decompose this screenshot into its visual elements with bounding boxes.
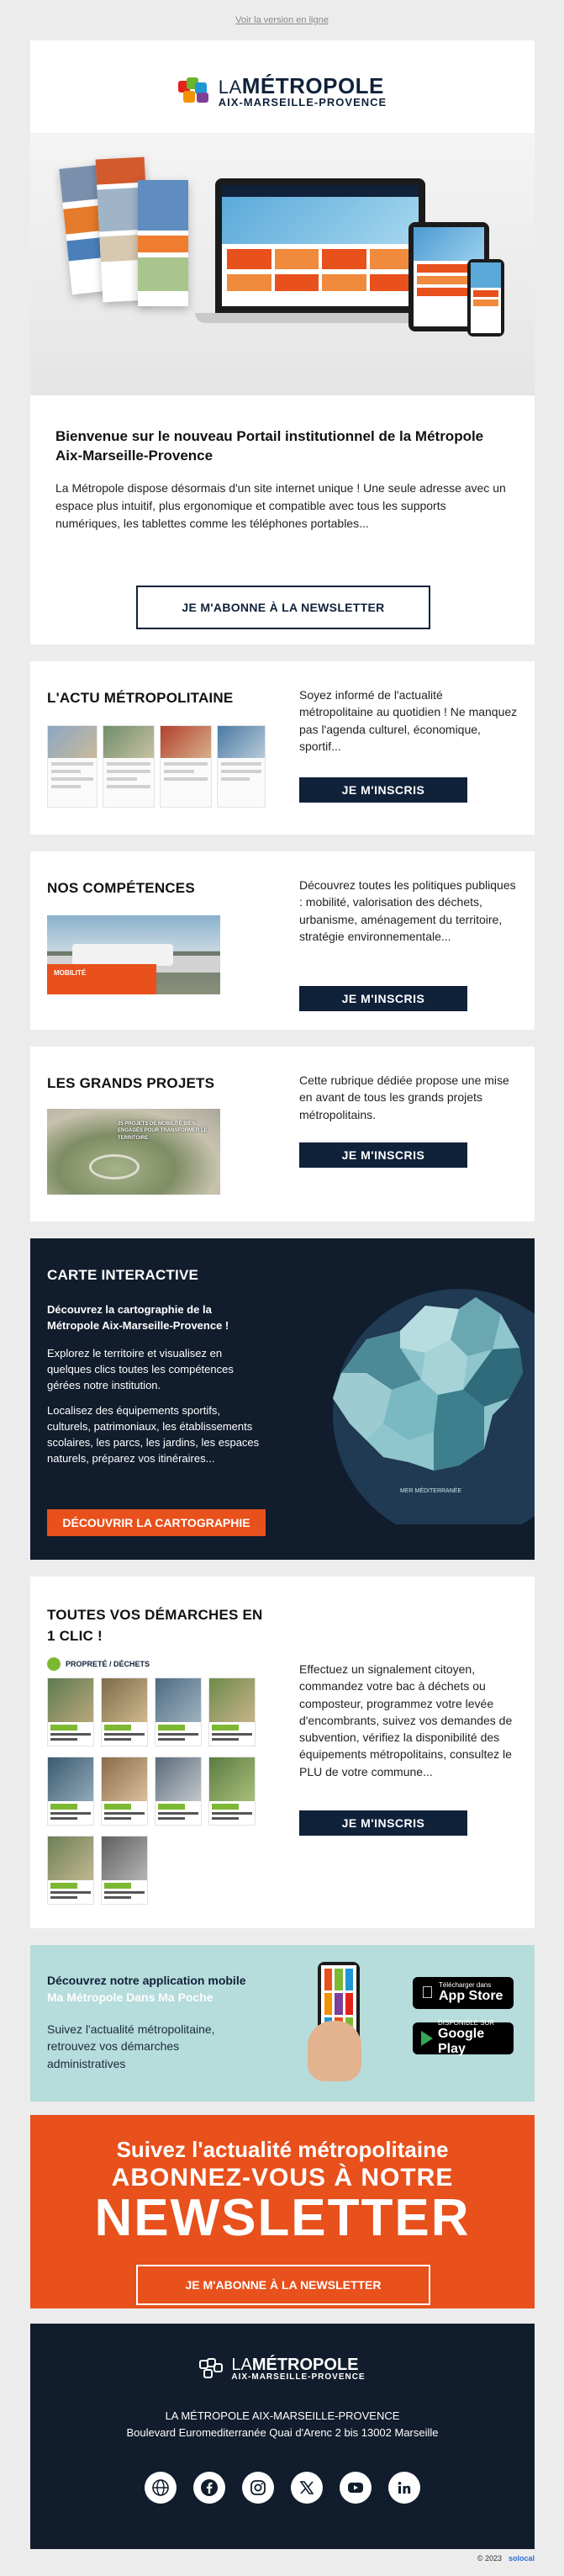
actu-text: Soyez informé de l'actualité métropolitaine au quotidien ! Ne manquez pas l'agenda culturel, économique, sportif...	[299, 688, 518, 753]
appstore-small-text: Télécharger dans	[426, 1981, 479, 1990]
demarches-subscribe-button[interactable]: JE M'INSCRIS	[299, 1810, 467, 1836]
demarches-text: Effectuez un signalement citoyen, commandez votre bac à déchets ou composteur, programmez votre levée d'encombrants, suivez vos demandes de subvention, vérifiez la disponibilité des équipements métropolitains, consultez le PLU de votre commune...	[299, 1662, 513, 1778]
logo[interactable]	[30, 66, 535, 116]
projets-subscribe-button[interactable]: JE M'INSCRIS	[299, 1142, 467, 1168]
google-play-badge[interactable]	[413, 2019, 514, 2056]
welcome-text: La Métropole dispose désormais d'un site internet unique ! Une seule adresse avec un espace plus intuitif, plus ergonomique et compatible avec tous les supports numériques, les tablettes comme les téléphones portables...	[55, 481, 506, 530]
logo-mark-icon	[178, 77, 212, 104]
projets-card	[30, 1047, 535, 1222]
competences-subscribe-button[interactable]: JE M'INSCRIS	[299, 986, 467, 1011]
brand-link[interactable]: solocal	[508, 2554, 535, 2563]
projets-image-caption: 25 PROJETS DE MOBILITÉ BIEN ENGAGÉS POUR TRANSFORMER LE TERRITOIRE	[118, 1121, 208, 1141]
app-text: Suivez l'actualité métropolitaine, retrouvez vos démarches administratives	[47, 2022, 215, 2070]
projets-title: LES GRANDS PROJETS	[47, 1075, 215, 1091]
hero-devices-image	[30, 133, 535, 395]
carte-subtitle: Découvrez la cartographie de la Métropole Aix-Marseille-Provence !	[47, 1303, 229, 1332]
newsletter-line-3: NEWSLETTER	[94, 2189, 471, 2247]
footer-address: Boulevard Euromediterranée Quai d'Arenc 2 bis 13002 Marseille	[126, 2426, 439, 2439]
google-small-text: DISPONIBLE SUR	[438, 2019, 495, 2027]
discover-map-button[interactable]: DÉCOUVRIR LA CARTOGRAPHIE	[47, 1509, 266, 1536]
welcome-title: Bienvenue sur le nouveau Portail institutionnel de la Métropole Aix-Marseille-Provence	[55, 428, 484, 464]
trash-icon	[47, 1657, 61, 1671]
map-sea-label: MER MÉDITERRANÉE	[400, 1488, 462, 1494]
competences-image-label: MOBILITÉ	[54, 969, 87, 977]
newsletter-subscribe-button[interactable]: JE M'ABONNE À LA NEWSLETTER	[136, 2265, 430, 2305]
actu-card	[30, 661, 535, 835]
copyright: © 2023	[477, 2554, 502, 2563]
logo-subtitle: AIX-MARSEILLE-PROVENCE	[218, 95, 387, 109]
app-name: Ma Métropole Dans Ma Poche	[47, 1990, 213, 2004]
view-online-link[interactable]: Voir la version en ligne	[235, 15, 329, 25]
bottom-bar	[0, 2554, 535, 2563]
phone-in-hand-image	[308, 1962, 366, 2088]
competences-text: Découvrez toutes les politiques publiques : mobilité, valorisation des déchets, urbanisme, aménagement du territoire, stratégie environnementale...	[299, 878, 516, 943]
youtube-icon[interactable]	[340, 2472, 372, 2504]
appstore-big-text: App Store	[426, 1989, 491, 2004]
actu-thumbnails[interactable]	[47, 725, 266, 808]
logo-metropole: MÉTROPOLE	[241, 72, 384, 98]
projets-text: Cette rubrique dédiée propose une mise en avant de tous les grands projets métropolitains.	[299, 1073, 509, 1121]
territory-map[interactable]	[282, 1272, 535, 1524]
app-title: Découvrez notre application mobile	[47, 1974, 246, 1987]
carte-title: CARTE INTERACTIVE	[47, 1267, 199, 1283]
demarches-card	[30, 1577, 535, 1928]
projets-image[interactable]	[47, 1109, 220, 1195]
newsletter-line-1: Suivez l'actualité métropolitaine	[116, 2137, 449, 2162]
footer-logo-mark-icon	[199, 2358, 224, 2380]
footer-logo[interactable]	[30, 2352, 535, 2386]
apple-icon	[421, 1984, 434, 2003]
footer-logo-subtitle: AIX-MARSEILLE-PROVENCE	[231, 2372, 366, 2382]
newsletter-card	[30, 2115, 535, 2308]
carte-card	[30, 1238, 535, 1560]
instagram-icon[interactable]	[242, 2472, 274, 2504]
x-icon[interactable]	[291, 2472, 323, 2504]
app-store-badge[interactable]	[413, 1977, 514, 2009]
carte-text-2: Localisez des équipements sportifs, culturels, patrimoniaux, les établissements scolaires, les parcs, les jardins, les espaces naturels, préparez vos itinéraires...	[47, 1404, 260, 1465]
app-card	[30, 1945, 535, 2102]
competences-card	[30, 851, 535, 1030]
hero-card	[30, 40, 535, 644]
newsletter-line-2: ABONNEZ-VOUS À NOTRE	[111, 2164, 454, 2192]
footer-logo-la: LA	[231, 2356, 252, 2374]
actu-title: L'ACTU MÉTROPOLITAINE	[47, 690, 234, 706]
social-links	[30, 2472, 535, 2504]
demarches-grid[interactable]	[47, 1657, 266, 1910]
demarches-grid-header: PROPRETÉ / DÉCHETS	[66, 1660, 150, 1668]
web-icon[interactable]	[145, 2472, 177, 2504]
competences-title: NOS COMPÉTENCES	[47, 880, 195, 896]
linkedin-icon[interactable]	[388, 2472, 420, 2504]
competences-image[interactable]	[47, 915, 220, 994]
carte-text-1: Explorez le territoire et visualisez en quelques clics toutes les compétences gérées notre institution.	[47, 1347, 234, 1391]
actu-subscribe-button[interactable]: JE M'INSCRIS	[299, 777, 467, 803]
footer-logo-metropole: MÉTROPOLE	[251, 2356, 359, 2374]
subscribe-newsletter-button[interactable]: JE M'ABONNE À LA NEWSLETTER	[136, 586, 430, 629]
google-play-icon	[421, 2031, 433, 2046]
facebook-icon[interactable]	[193, 2472, 225, 2504]
footer-org: LA MÉTROPOLE AIX-MARSEILLE-PROVENCE	[165, 2409, 400, 2422]
footer-card	[30, 2324, 535, 2549]
google-big-text: Google Play	[438, 2027, 485, 2056]
logo-la: LA	[218, 76, 242, 98]
demarches-title: TOUTES VOS DÉMARCHES EN 1 CLIC !	[47, 1607, 263, 1644]
